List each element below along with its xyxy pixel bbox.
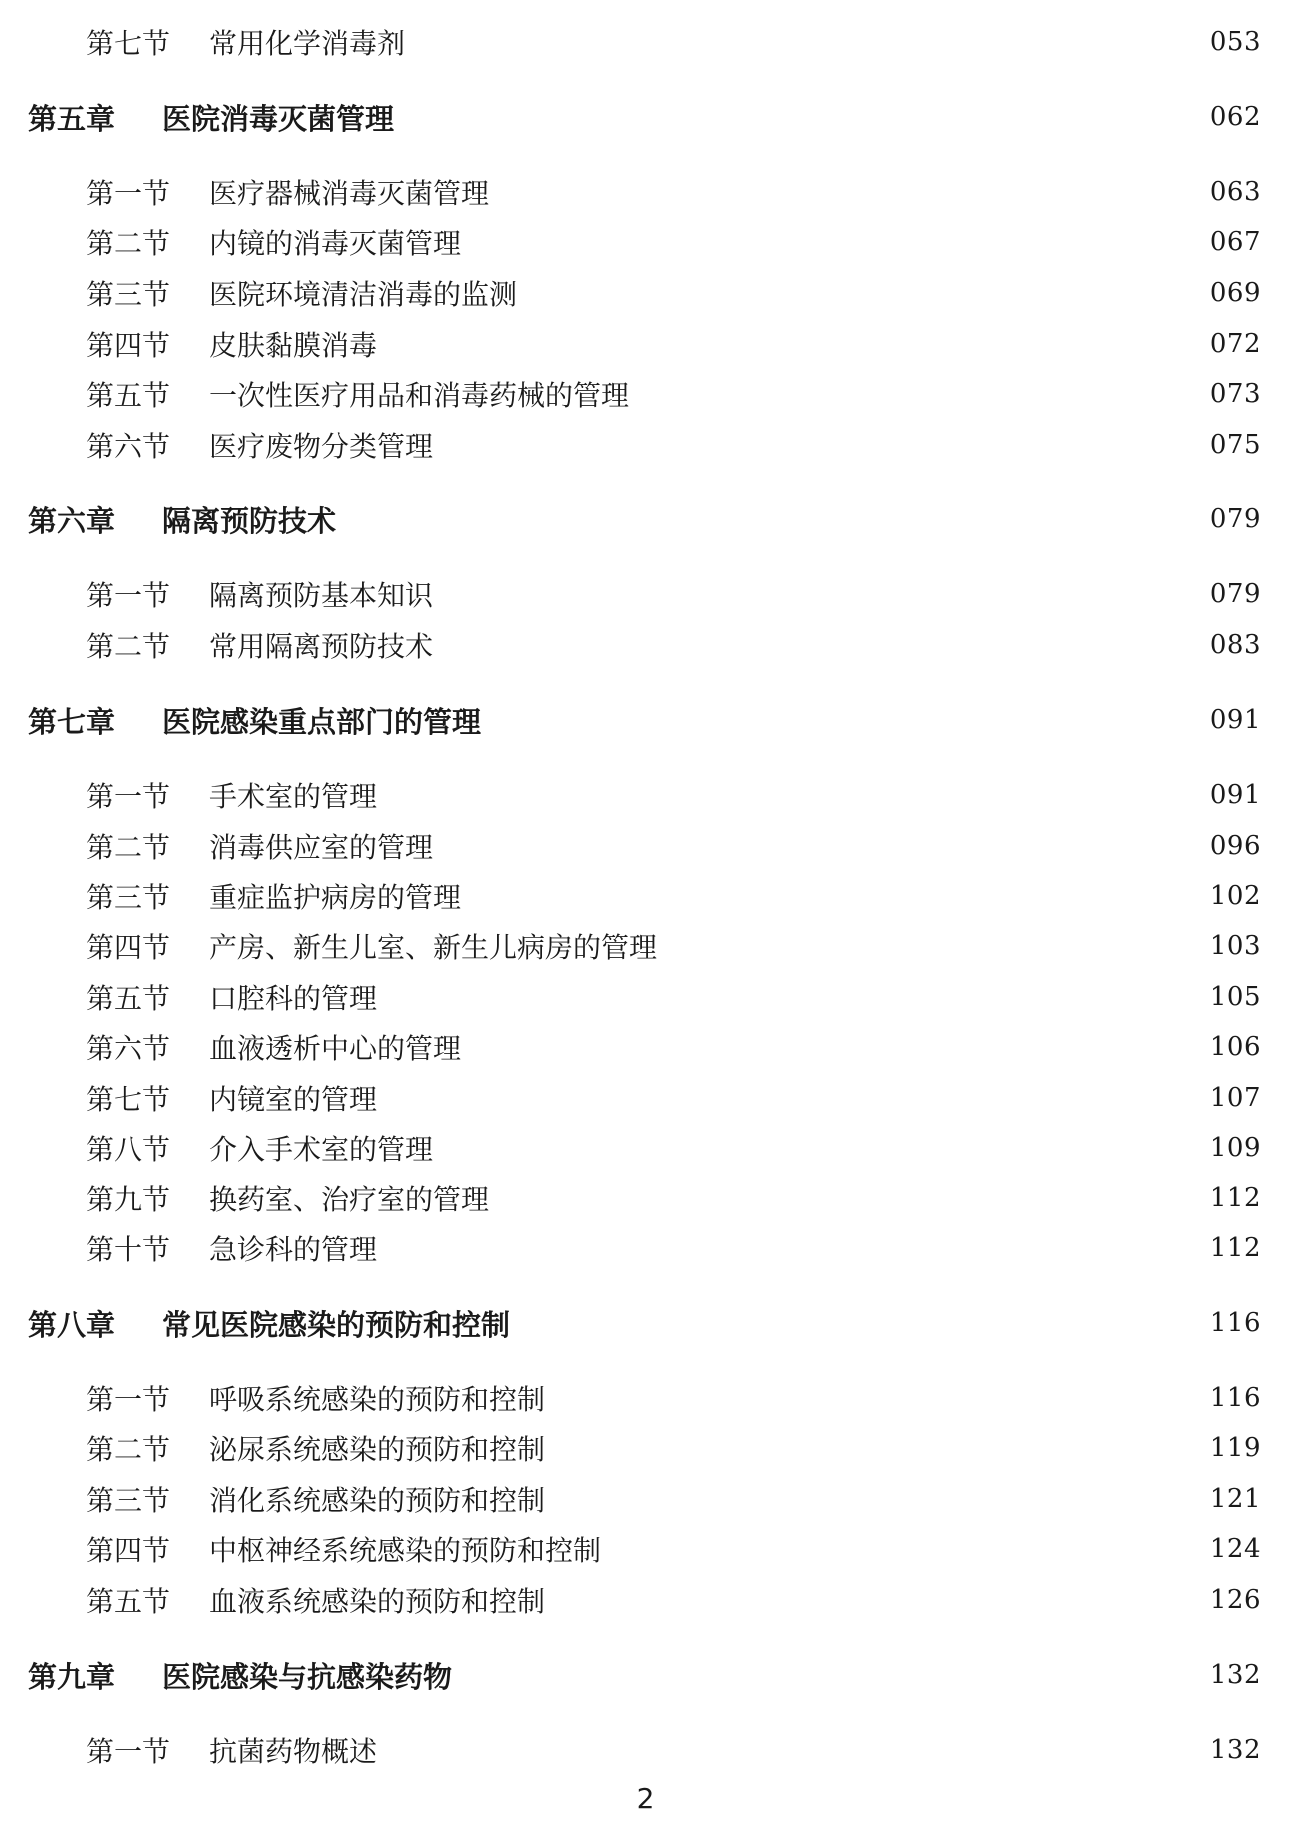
toc-section-entry[interactable]	[0, 926, 1291, 966]
section-title: 消毒供应室的管理	[209, 831, 434, 864]
toc-chapter-entry[interactable]	[0, 700, 1291, 740]
page-ref: 063	[1209, 177, 1261, 207]
page-ref: 062	[1209, 102, 1261, 132]
page-ref: 107	[1209, 1083, 1261, 1113]
dot-leader	[413, 28, 1202, 56]
dot-leader	[553, 1586, 1202, 1614]
section-number: 第一节	[86, 177, 171, 210]
toc-chapter-entry[interactable]	[0, 499, 1291, 539]
dot-leader	[344, 505, 1202, 533]
dot-leader	[441, 431, 1202, 459]
section-title: 中枢神经系统感染的预防和控制	[209, 1534, 602, 1567]
section-number: 第三节	[86, 1484, 171, 1517]
chapter-title: 隔离预防技术	[162, 503, 337, 538]
dot-leader	[441, 631, 1202, 659]
toc-section-entry[interactable]	[0, 273, 1291, 313]
section-title: 消化系统感染的预防和控制	[209, 1484, 546, 1517]
page-ref: 053	[1209, 27, 1261, 57]
page-ref: 096	[1209, 831, 1261, 861]
section-number: 第四节	[86, 329, 171, 362]
dot-leader	[402, 103, 1202, 131]
toc-section-entry[interactable]	[0, 425, 1291, 465]
page-ref: 106	[1209, 1032, 1261, 1062]
toc-section-entry[interactable]	[0, 826, 1291, 866]
chapter-title: 医院感染重点部门的管理	[162, 704, 482, 739]
dot-leader	[489, 706, 1202, 734]
section-number: 第五节	[86, 982, 171, 1015]
toc-section-entry[interactable]	[0, 172, 1291, 212]
toc-section-entry[interactable]	[0, 22, 1291, 62]
section-number: 第六节	[86, 1032, 171, 1065]
page-ref: 091	[1209, 780, 1261, 810]
page-ref: 103	[1209, 931, 1261, 961]
dot-leader	[385, 781, 1202, 809]
section-title: 换药室、治疗室的管理	[209, 1183, 490, 1216]
toc-section-entry[interactable]	[0, 222, 1291, 262]
toc-section-entry[interactable]	[0, 1378, 1291, 1418]
dot-leader	[553, 1485, 1202, 1513]
page-ref: 105	[1209, 982, 1261, 1012]
section-title: 常用隔离预防技术	[209, 630, 434, 663]
section-title: 介入手术室的管理	[209, 1133, 434, 1166]
chapter-number: 第五章	[28, 101, 116, 136]
section-number: 第二节	[86, 227, 171, 260]
section-number: 第十节	[86, 1233, 171, 1266]
page-ref: 132	[1209, 1660, 1261, 1690]
section-title: 血液透析中心的管理	[209, 1032, 462, 1065]
section-title: 内镜的消毒灭菌管理	[209, 227, 462, 260]
toc-section-entry[interactable]	[0, 1428, 1291, 1468]
section-title: 泌尿系统感染的预防和控制	[209, 1433, 546, 1466]
section-number: 第六节	[86, 430, 171, 463]
section-number: 第七节	[86, 27, 171, 60]
toc-section-entry[interactable]	[0, 1580, 1291, 1620]
page-ref: 126	[1209, 1585, 1261, 1615]
toc-section-entry[interactable]	[0, 1078, 1291, 1118]
toc-section-entry[interactable]	[0, 625, 1291, 665]
page-ref: 116	[1209, 1308, 1261, 1338]
toc-chapter-entry[interactable]	[0, 1655, 1291, 1695]
toc-section-entry[interactable]	[0, 1128, 1291, 1168]
dot-leader	[441, 832, 1202, 860]
page-ref: 102	[1209, 881, 1261, 911]
page-ref: 132	[1209, 1735, 1261, 1765]
section-title: 产房、新生儿室、新生儿病房的管理	[209, 931, 658, 964]
dot-leader	[441, 580, 1202, 608]
section-number: 第一节	[86, 579, 171, 612]
toc-section-entry[interactable]	[0, 374, 1291, 414]
page-ref: 075	[1209, 430, 1261, 460]
section-number: 第四节	[86, 931, 171, 964]
page-ref: 121	[1209, 1484, 1261, 1514]
section-title: 皮肤黏膜消毒	[209, 329, 378, 362]
dot-leader	[518, 1309, 1202, 1337]
dot-leader	[385, 330, 1202, 358]
section-title: 内镜室的管理	[209, 1083, 378, 1116]
dot-leader	[385, 1234, 1202, 1262]
section-title: 重症监护病房的管理	[209, 881, 462, 914]
toc-section-entry[interactable]	[0, 1228, 1291, 1268]
page-number: 2	[636, 1782, 655, 1815]
toc-section-entry[interactable]	[0, 1027, 1291, 1067]
toc-section-entry[interactable]	[0, 1529, 1291, 1569]
section-number: 第九节	[86, 1183, 171, 1216]
section-title: 一次性医疗用品和消毒药械的管理	[209, 379, 630, 412]
section-number: 第五节	[86, 379, 171, 412]
section-title: 抗菌药物概述	[209, 1735, 378, 1768]
page-ref: 112	[1209, 1183, 1261, 1213]
toc-section-entry[interactable]	[0, 1178, 1291, 1218]
chapter-title: 医院消毒灭菌管理	[162, 101, 395, 136]
section-number: 第七节	[86, 1083, 171, 1116]
dot-leader	[385, 1736, 1202, 1764]
chapter-number: 第八章	[28, 1307, 116, 1342]
dot-leader	[469, 882, 1202, 910]
page-ref: 072	[1209, 329, 1261, 359]
chapter-title: 常见医院感染的预防和控制	[162, 1307, 511, 1342]
page-ref: 079	[1209, 579, 1261, 609]
toc-section-entry[interactable]	[0, 977, 1291, 1017]
section-title: 医疗废物分类管理	[209, 430, 434, 463]
section-title: 手术室的管理	[209, 780, 378, 813]
section-number: 第三节	[86, 881, 171, 914]
dot-leader	[385, 1084, 1202, 1112]
toc-section-entry[interactable]	[0, 876, 1291, 916]
dot-leader	[497, 1184, 1202, 1212]
chapter-number: 第九章	[28, 1659, 116, 1694]
dot-leader	[469, 228, 1202, 256]
chapter-number: 第七章	[28, 704, 116, 739]
dot-leader	[441, 1134, 1202, 1162]
section-title: 口腔科的管理	[209, 982, 378, 1015]
toc-section-entry[interactable]	[0, 1730, 1291, 1770]
section-number: 第五节	[86, 1585, 171, 1618]
page-ref: 091	[1209, 705, 1261, 735]
section-number: 第四节	[86, 1534, 171, 1567]
section-number: 第二节	[86, 630, 171, 663]
page-ref: 116	[1209, 1383, 1261, 1413]
toc-chapter-entry[interactable]	[0, 97, 1291, 137]
chapter-number: 第六章	[28, 503, 116, 538]
page-ref: 109	[1209, 1133, 1261, 1163]
page-ref: 067	[1209, 227, 1261, 257]
section-number: 第二节	[86, 831, 171, 864]
section-title: 常用化学消毒剂	[209, 27, 406, 60]
section-number: 第一节	[86, 1735, 171, 1768]
dot-leader	[497, 178, 1202, 206]
section-number: 第三节	[86, 278, 171, 311]
toc-section-entry[interactable]	[0, 324, 1291, 364]
page-ref: 079	[1209, 504, 1261, 534]
section-title: 隔离预防基本知识	[209, 579, 434, 612]
page-ref: 083	[1209, 630, 1261, 660]
section-title: 医疗器械消毒灭菌管理	[209, 177, 490, 210]
toc-section-entry[interactable]	[0, 1479, 1291, 1519]
page-ref: 073	[1209, 379, 1261, 409]
toc-chapter-entry[interactable]	[0, 1303, 1291, 1343]
toc-section-entry[interactable]	[0, 775, 1291, 815]
page-ref: 124	[1209, 1534, 1261, 1564]
section-title: 医院环境清洁消毒的监测	[209, 278, 518, 311]
dot-leader	[553, 1384, 1202, 1412]
section-number: 第一节	[86, 780, 171, 813]
page-ref: 119	[1209, 1433, 1261, 1463]
dot-leader	[525, 279, 1202, 307]
dot-leader	[637, 380, 1202, 408]
dot-leader	[460, 1661, 1202, 1689]
chapter-title: 医院感染与抗感染药物	[162, 1659, 453, 1694]
dot-leader	[553, 1434, 1202, 1462]
section-title: 急诊科的管理	[209, 1233, 378, 1266]
toc-section-entry[interactable]	[0, 574, 1291, 614]
section-number: 第八节	[86, 1133, 171, 1166]
section-number: 第一节	[86, 1383, 171, 1416]
dot-leader	[665, 932, 1202, 960]
dot-leader	[469, 1033, 1202, 1061]
dot-leader	[385, 983, 1202, 1011]
section-number: 第二节	[86, 1433, 171, 1466]
section-title: 呼吸系统感染的预防和控制	[209, 1383, 546, 1416]
page-ref: 069	[1209, 278, 1261, 308]
dot-leader	[609, 1535, 1202, 1563]
page-ref: 112	[1209, 1233, 1261, 1263]
section-title: 血液系统感染的预防和控制	[209, 1585, 546, 1618]
